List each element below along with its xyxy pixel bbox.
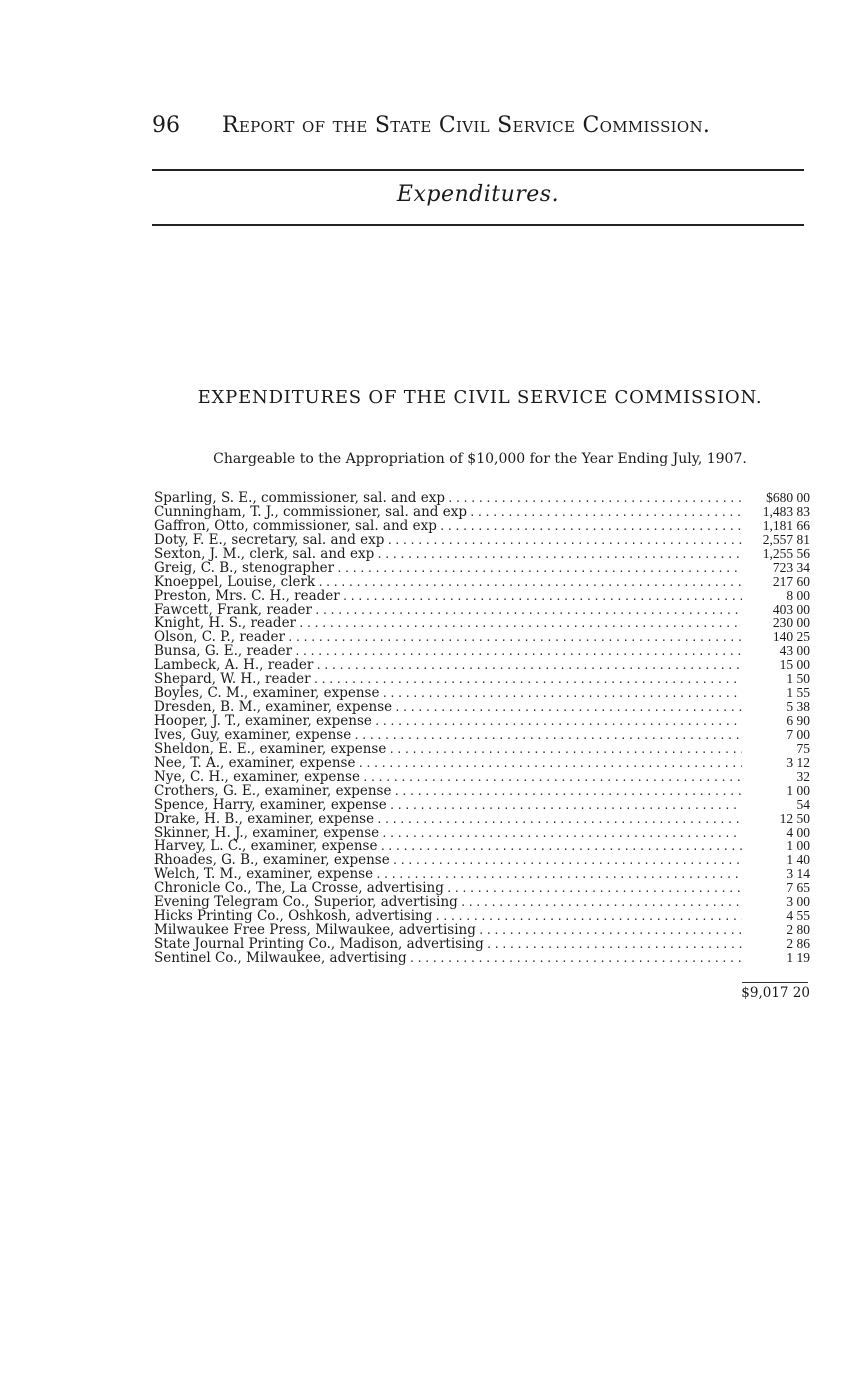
ledger-row	[154, 812, 810, 826]
ledger-row	[154, 923, 810, 937]
dot-leader	[342, 590, 742, 604]
payee-name: Hicks Printing Co., Oshkosh, advertising	[154, 908, 433, 925]
payee-amount: 3 14	[786, 866, 810, 882]
payee-name: Knoeppel, Louise, clerk	[154, 573, 316, 590]
ledger-row	[154, 589, 810, 603]
total-rule	[742, 982, 808, 983]
dot-leader	[446, 882, 742, 896]
payee-name: Fawcett, Frank, reader	[154, 601, 312, 618]
payee-amount: 2 80	[786, 922, 810, 938]
payee-amount: 2 86	[786, 936, 810, 951]
payee-amount: 2,557 81	[762, 531, 810, 547]
payee-name: Shepard, W. H., reader	[154, 671, 311, 688]
payee-amount: 3 00	[786, 894, 810, 910]
payee-name: State Journal Printing Co., Madison, advertising	[154, 936, 484, 952]
ledger-row	[154, 839, 810, 853]
payee-amount: 403 00	[772, 601, 810, 617]
ledger-row	[154, 728, 810, 742]
payee-amount: 1 55	[786, 685, 810, 701]
payee-amount: 3 12	[786, 754, 810, 770]
payee-amount: 6 90	[786, 713, 810, 728]
payee-amount: 1 00	[786, 838, 810, 854]
ledger-row	[154, 533, 810, 547]
ledger-row	[154, 575, 810, 589]
dot-leader	[353, 729, 742, 743]
ledger-row	[154, 672, 810, 686]
ledger-row	[154, 784, 810, 798]
payee-name: Sexton, J. M., clerk, sal. and exp	[154, 545, 375, 562]
payee-amount: 230 00	[772, 615, 810, 631]
payee-name: Nye, C. H., examiner, expense	[154, 768, 360, 785]
payee-amount: 75	[796, 740, 810, 756]
ledger-row	[154, 853, 810, 867]
ledger-row	[154, 826, 810, 840]
payee-amount: 12 50	[779, 810, 810, 826]
payee-name: Welch, T. M., examiner, expense	[154, 866, 374, 883]
dot-leader	[386, 534, 742, 548]
ledger-row	[154, 491, 810, 505]
ledger-row	[154, 603, 810, 617]
payee-name: Greig, C. B., stenographer	[154, 559, 335, 576]
ledger-row	[154, 798, 810, 812]
dot-leader	[460, 896, 742, 910]
ledger-row	[154, 630, 810, 644]
expenditure-ledger	[154, 491, 810, 965]
payee-name: Preston, Mrs. C. H., reader	[154, 587, 340, 604]
dot-leader	[389, 799, 742, 813]
dot-leader	[478, 924, 742, 938]
ledger-row	[154, 895, 810, 909]
dot-leader	[434, 910, 742, 924]
dot-leader	[374, 715, 742, 729]
ledger-row	[154, 505, 810, 519]
payee-amount: 217 60	[772, 573, 810, 589]
subtitle: Chargeable to the Appropriation of $10,000 for the Year Ending July, 1907.	[213, 451, 747, 467]
payee-amount: 8 00	[786, 587, 810, 603]
payee-name: Sheldon, E. E., examiner, expense	[154, 740, 387, 757]
dot-leader	[409, 952, 742, 966]
dot-leader	[447, 492, 742, 506]
payee-name: Gaffron, Otto, commissioner, sal. and exp	[154, 517, 437, 534]
payee-name: Evening Telegram Co., Superior, advertising	[154, 894, 458, 911]
main-title: EXPENDITURES OF THE CIVIL SERVICE COMMISSION.	[197, 387, 763, 408]
payee-amount: 1 19	[786, 949, 810, 965]
dot-leader	[357, 757, 742, 771]
payee-name: Rhoades, G. B., examiner, expense	[154, 852, 390, 869]
payee-name: Nee, T. A., examiner, expense	[154, 754, 356, 771]
payee-name: Doty, F. E., secretary, sal. and exp	[154, 531, 385, 548]
payee-name: Boyles, C. M., examiner, expense	[154, 685, 380, 702]
top-rule	[152, 169, 804, 171]
dot-leader	[314, 604, 742, 618]
dot-leader	[381, 827, 742, 841]
payee-name: Dresden, B. M., examiner, expense	[154, 699, 393, 716]
payee-amount: 723 34	[772, 559, 810, 575]
ledger-row	[154, 742, 810, 756]
payee-amount: 4 55	[786, 908, 810, 924]
section-rule	[152, 224, 804, 226]
dot-leader	[439, 520, 742, 534]
payee-name: Ives, Guy, examiner, expense	[154, 726, 352, 743]
payee-amount: 5 38	[786, 699, 810, 715]
payee-amount: 54	[796, 796, 810, 812]
ledger-row	[154, 937, 810, 951]
payee-name: Hooper, J. T., examiner, expense	[154, 713, 372, 729]
ledger-row	[154, 770, 810, 784]
payee-amount: 1,181 66	[762, 517, 810, 533]
dot-leader	[388, 743, 742, 757]
payee-amount: 32	[796, 768, 810, 784]
payee-name: Harvey, L. C., examiner, expense	[154, 838, 378, 855]
ledger-row	[154, 686, 810, 700]
dot-leader	[315, 659, 742, 673]
section-title: Expenditures.	[396, 182, 560, 207]
payee-amount: 7 65	[786, 880, 810, 896]
payee-name: Lambeck, A. H., reader	[154, 657, 314, 674]
ledger-row	[154, 561, 810, 575]
ledger-row	[154, 756, 810, 770]
dot-leader	[376, 548, 742, 562]
ledger-row	[154, 519, 810, 533]
payee-amount: 1 40	[786, 852, 810, 868]
payee-name: Skinner, H. J., examiner, expense	[154, 824, 380, 841]
dot-leader	[392, 854, 742, 868]
running-head: Report of the State Civil Service Commission.	[222, 113, 711, 138]
payee-amount: 43 00	[779, 643, 810, 659]
dot-leader	[376, 813, 742, 827]
payee-name: Crothers, G. E., examiner, expense	[154, 782, 392, 799]
dot-leader	[294, 645, 742, 659]
ledger-row	[154, 547, 810, 561]
ledger-row	[154, 616, 810, 630]
dot-leader	[394, 701, 742, 715]
payee-amount: $680 00	[766, 490, 810, 505]
dot-leader	[393, 785, 742, 799]
ledger-row	[154, 867, 810, 881]
total-amount: $9,017 20	[741, 985, 810, 1001]
payee-name: Milwaukee Free Press, Milwaukee, advertising	[154, 922, 476, 939]
ledger-row	[154, 644, 810, 658]
payee-name: Cunningham, T. J., commissioner, sal. and exp	[154, 503, 467, 520]
ledger-row	[154, 909, 810, 923]
dot-leader	[381, 687, 742, 701]
payee-name: Sentinel Co., Milwaukee, advertising	[154, 949, 407, 966]
payee-name: Sparling, S. E., commissioner, sal. and exp	[154, 490, 445, 506]
payee-amount: 7 00	[786, 726, 810, 742]
payee-amount: 1 50	[786, 671, 810, 687]
dot-leader	[287, 631, 742, 645]
payee-amount: 1,483 83	[762, 503, 810, 519]
ledger-row	[154, 700, 810, 714]
dot-leader	[379, 840, 742, 854]
payee-name: Bunsa, G. E., reader	[154, 643, 293, 660]
dot-leader	[298, 617, 742, 631]
payee-name: Chronicle Co., The, La Crosse, advertising	[154, 880, 444, 897]
dot-leader	[336, 562, 742, 576]
dot-leader	[486, 938, 742, 952]
ledger-row	[154, 658, 810, 672]
ledger-row	[154, 951, 810, 965]
payee-name: Knight, H. S., reader	[154, 615, 297, 632]
dot-leader	[469, 506, 742, 520]
ledger-row	[154, 881, 810, 895]
page-number: 96	[152, 113, 180, 138]
payee-name: Drake, H. B., examiner, expense	[154, 810, 375, 827]
ledger-row	[154, 714, 810, 728]
payee-name: Spence, Harry, examiner, expense	[154, 796, 387, 813]
payee-amount: 15 00	[779, 657, 810, 673]
payee-name: Olson, C. P., reader	[154, 629, 285, 646]
payee-amount: 1 00	[786, 782, 810, 798]
dot-leader	[362, 771, 742, 785]
payee-amount: 140 25	[772, 629, 810, 645]
payee-amount: 4 00	[786, 824, 810, 840]
payee-amount: 1,255 56	[762, 545, 810, 561]
dot-leader	[317, 576, 742, 590]
